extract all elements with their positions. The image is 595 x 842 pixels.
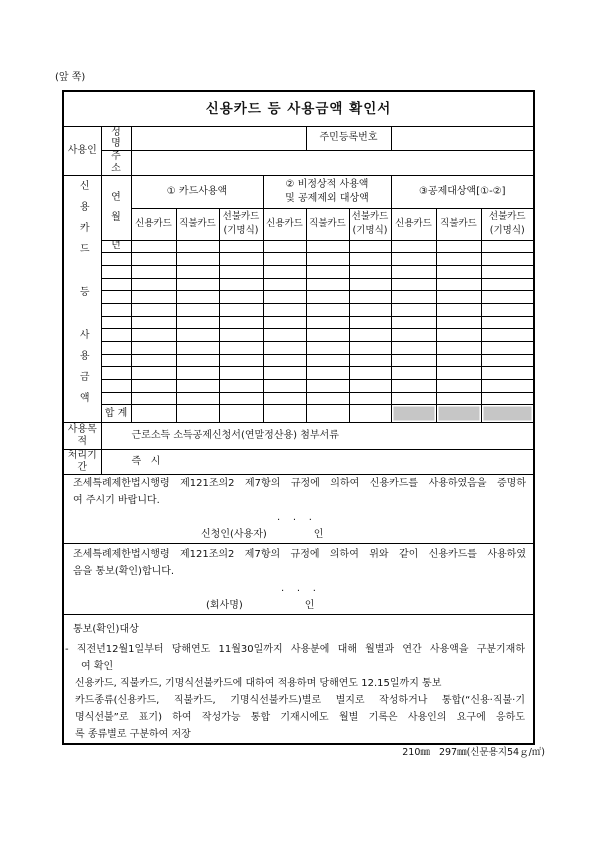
amount-cell (131, 354, 176, 367)
amount-cell (306, 392, 349, 405)
amount-cell (131, 291, 176, 304)
period-cell (101, 380, 131, 393)
usage-amount-side-label-cell (63, 175, 101, 423)
subheader-credit-card: 신용카드 (131, 208, 176, 240)
amount-cell (263, 253, 306, 266)
form-title: 신용카드 등 사용금액 확인서 (63, 91, 534, 126)
notes-line: 여 확인 (81, 660, 114, 672)
name-label-cell (101, 126, 131, 151)
processing-period-value: 즉 시 (101, 450, 534, 475)
amount-cell (436, 392, 481, 405)
amount-cell (349, 342, 391, 355)
usage-row (63, 303, 534, 316)
amount-cell (131, 342, 176, 355)
page-side-label: (앞 쪽) (55, 72, 86, 83)
amount-cell (263, 240, 306, 253)
amount-cell (176, 278, 219, 291)
total-shaded-cell (481, 405, 534, 423)
amount-cell (481, 380, 534, 393)
total-shaded-cell (391, 405, 436, 423)
amount-cell (436, 291, 481, 304)
amount-cell (391, 354, 436, 367)
usage-row (63, 380, 534, 393)
deductible-amount-header: ③공제대상액[①-②] (391, 175, 534, 208)
amount-cell (481, 316, 534, 329)
period-header-cell (101, 175, 131, 240)
period-cell (101, 291, 131, 304)
amount-cell (263, 303, 306, 316)
amount-cell (349, 253, 391, 266)
company-seal-mark: 인 (304, 599, 315, 611)
amount-cell (481, 303, 534, 316)
amount-cell (263, 354, 306, 367)
amount-cell (481, 329, 534, 342)
amount-cell (481, 342, 534, 355)
amount-cell (436, 329, 481, 342)
amount-cell (436, 367, 481, 380)
amount-cell (481, 253, 534, 266)
amount-cell (349, 265, 391, 278)
amount-cell (349, 278, 391, 291)
subheader-debit-card: 직불카드 (436, 208, 481, 240)
amount-cell (436, 240, 481, 253)
company-notice-section (63, 544, 534, 615)
amount-cell (391, 329, 436, 342)
amount-cell (131, 380, 176, 393)
amount-cell (349, 354, 391, 367)
amount-cell (219, 367, 263, 380)
notes-section (63, 614, 534, 744)
amount-cell (391, 291, 436, 304)
amount-cell (176, 291, 219, 304)
amount-cell (131, 253, 176, 266)
paper-size-note: 210㎜ 297㎜(신문용지54ｇ/㎡) (402, 747, 545, 758)
amount-cell (219, 380, 263, 393)
amount-cell (349, 316, 391, 329)
amount-cell (349, 367, 391, 380)
usage-row (63, 240, 534, 253)
usage-row (63, 316, 534, 329)
card-usage-header: ① 카드사용액 (131, 175, 263, 208)
amount-cell (176, 303, 219, 316)
amount-cell (306, 278, 349, 291)
amount-cell (219, 303, 263, 316)
amount-cell (436, 265, 481, 278)
amount-cell (176, 329, 219, 342)
resident-number-label: 주민등록번호 (306, 126, 391, 151)
period-cell: 년 (101, 240, 131, 253)
total-shaded-cell (436, 405, 481, 423)
amount-cell (481, 265, 534, 278)
period-cell (101, 265, 131, 278)
amount-cell (219, 354, 263, 367)
amount-cell (391, 303, 436, 316)
subheader-debit-card: 직불카드 (306, 208, 349, 240)
request-text-line: 여 주시기 바랍니다. (73, 495, 160, 507)
total-amount-cell (349, 405, 391, 423)
usage-amount-side-label: 신용카드 등 사용금액 (77, 180, 89, 414)
amount-cell (481, 392, 534, 405)
amount-cell (219, 265, 263, 278)
excluded-amount-header: ② 비정상적 사용액 및 공제제외 대상액 (263, 175, 391, 208)
subheader-prepaid-card: 선불카드 (기명식) (349, 208, 391, 240)
address-value (131, 151, 534, 176)
amount-cell (306, 253, 349, 266)
amount-cell (481, 291, 534, 304)
amount-cell (131, 278, 176, 291)
amount-cell (176, 342, 219, 355)
amount-cell (176, 354, 219, 367)
notice-date: . . . (281, 582, 316, 594)
amount-cell (391, 316, 436, 329)
period-cell (101, 392, 131, 405)
usage-row (63, 342, 534, 355)
notes-heading: 통보(확인)대상 (73, 623, 139, 635)
amount-cell (263, 342, 306, 355)
amount-cell (391, 240, 436, 253)
amount-cell (391, 278, 436, 291)
amount-cell (481, 240, 534, 253)
purpose-label: 사용목적 (63, 423, 101, 450)
notes-line: - 직전년12월1일부터 당해연도 11월30일까지 사용분에 대해 월별과 연간 사용액을 구분기재하 (65, 643, 525, 655)
processing-period-label: 처리기간 (63, 450, 101, 475)
card-usage-confirmation-form (62, 90, 535, 745)
amount-cell (263, 367, 306, 380)
period-cell (101, 367, 131, 380)
total-amount-cell (176, 405, 219, 423)
applicant-signature-line (64, 526, 533, 543)
amount-cell (176, 392, 219, 405)
usage-row (63, 278, 534, 291)
amount-cell (263, 316, 306, 329)
amount-cell (349, 303, 391, 316)
user-section-label: 사용인 (63, 126, 101, 175)
amount-cell (176, 367, 219, 380)
amount-cell (131, 316, 176, 329)
total-amount-cell (306, 405, 349, 423)
total-amount-cell (263, 405, 306, 423)
amount-cell (436, 380, 481, 393)
amount-cell (176, 253, 219, 266)
period-cell (101, 303, 131, 316)
purpose-value: 근로소득 소득공제신청서(연말정산용) 첨부서류 (101, 423, 534, 450)
amount-cell (263, 380, 306, 393)
amount-cell (436, 316, 481, 329)
company-label: (회사명) (206, 599, 243, 611)
amount-cell (131, 367, 176, 380)
usage-row (63, 367, 534, 380)
amount-cell (391, 367, 436, 380)
amount-cell (263, 329, 306, 342)
usage-row (63, 253, 534, 266)
amount-cell (391, 265, 436, 278)
subheader-credit-card: 신용카드 (391, 208, 436, 240)
period-cell (101, 253, 131, 266)
amount-cell (391, 342, 436, 355)
amount-cell (306, 329, 349, 342)
amount-cell (131, 265, 176, 278)
amount-cell (349, 329, 391, 342)
request-text-line: 조세특례제한법시행령 제121조의2 제7항의 규정에 의하여 신용카드를 사용하였음을 증명하 (73, 478, 526, 490)
amount-cell (481, 367, 534, 380)
period-cell (101, 342, 131, 355)
amount-cell (131, 240, 176, 253)
amount-cell (436, 342, 481, 355)
name-value (131, 126, 306, 151)
period-cell (101, 278, 131, 291)
notice-text-line: 음을 통보(확인)합니다. (73, 565, 175, 577)
amount-cell (219, 253, 263, 266)
amount-cell (219, 278, 263, 291)
period-cell (101, 354, 131, 367)
usage-row (63, 392, 534, 405)
certification-request-section (63, 475, 534, 544)
amount-cell (306, 367, 349, 380)
amount-cell (349, 240, 391, 253)
amount-cell (436, 253, 481, 266)
amount-cell (219, 329, 263, 342)
amount-cell (131, 392, 176, 405)
amount-cell (436, 303, 481, 316)
amount-cell (391, 253, 436, 266)
request-date: . . . (277, 512, 312, 524)
amount-cell (219, 392, 263, 405)
total-amount-cell (131, 405, 176, 423)
amount-cell (263, 291, 306, 304)
amount-cell (219, 316, 263, 329)
usage-row (63, 329, 534, 342)
subheader-debit-card: 직불카드 (176, 208, 219, 240)
amount-cell (131, 303, 176, 316)
total-label: 합 계 (101, 405, 131, 423)
period-cell (101, 316, 131, 329)
amount-cell (219, 291, 263, 304)
amount-cell (349, 380, 391, 393)
amount-cell (176, 265, 219, 278)
amount-cell (176, 240, 219, 253)
total-row (63, 405, 534, 423)
address-label: 주 소 (111, 151, 121, 174)
usage-row (63, 291, 534, 304)
subheader-prepaid-card: 선불카드 (기명식) (481, 208, 534, 240)
amount-cell (306, 354, 349, 367)
amount-cell (219, 342, 263, 355)
amount-cell (306, 240, 349, 253)
resident-number-value (391, 126, 534, 151)
total-amount-cell (219, 405, 263, 423)
amount-cell (219, 240, 263, 253)
usage-row (63, 265, 534, 278)
amount-cell (306, 265, 349, 278)
amount-cell (436, 278, 481, 291)
amount-cell (391, 380, 436, 393)
notes-line: 명식선불”로 표기) 하여 작성가능 통합 기재시에도 월별 기록은 사용인의 요구에 응하도 (75, 711, 525, 723)
name-label: 성 명 (111, 126, 121, 149)
usage-row (63, 354, 534, 367)
applicant-label: 신청인(사용자) (201, 529, 267, 541)
address-label-cell (101, 151, 131, 176)
amount-cell (131, 329, 176, 342)
amount-cell (349, 291, 391, 304)
notes-line: 카드종류(신용카드, 직불카드, 기명식선불카드)별로 별지로 작성하거나 통합(“신용·직불·기 (75, 694, 525, 706)
subheader-prepaid-card: 선불카드 (기명식) (219, 208, 263, 240)
amount-cell (306, 380, 349, 393)
amount-cell (306, 303, 349, 316)
notes-line: 신용카드, 직불카드, 기명식선불카드에 대하여 적용하며 당해연도 12.15일까지 통보 (75, 677, 442, 689)
amount-cell (436, 354, 481, 367)
notice-text-line: 조세특례제한법시행령 제121조의2 제7항의 규정에 의하여 위와 같이 신용카드를 사용하였 (73, 548, 526, 560)
amount-cell (263, 392, 306, 405)
amount-cell (306, 291, 349, 304)
company-signature-line (64, 597, 533, 614)
amount-cell (176, 380, 219, 393)
notes-line: 록 종류별로 구분하여 저장 (75, 728, 191, 740)
amount-cell (306, 316, 349, 329)
period-cell (101, 329, 131, 342)
subheader-credit-card: 신용카드 (263, 208, 306, 240)
applicant-seal-mark: 인 (313, 529, 324, 541)
amount-cell (263, 278, 306, 291)
amount-cell (306, 342, 349, 355)
amount-cell (391, 392, 436, 405)
amount-cell (263, 265, 306, 278)
period-header: 연 월 (111, 191, 121, 223)
amount-cell (176, 316, 219, 329)
amount-cell (349, 392, 391, 405)
amount-cell (481, 354, 534, 367)
amount-cell (481, 278, 534, 291)
